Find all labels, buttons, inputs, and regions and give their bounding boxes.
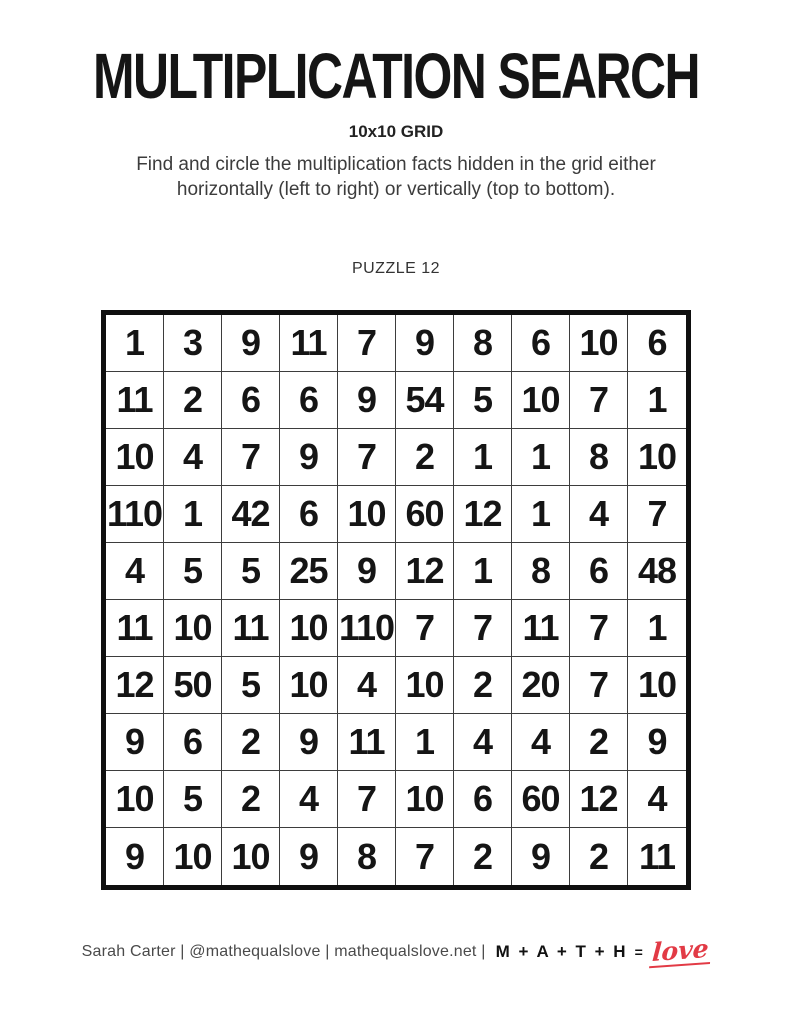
grid-cell-r6-c3: 11	[222, 600, 280, 657]
grid-cell-r2-c9: 7	[570, 372, 628, 429]
grid-cell-r7-c2: 50	[164, 657, 222, 714]
logo-love-script: love	[649, 936, 711, 968]
grid-cell-r7-c9: 7	[570, 657, 628, 714]
grid-cell-r6-c4: 10	[280, 600, 338, 657]
grid-cell-r9-c8: 60	[512, 771, 570, 828]
puzzle-number-label: PUZZLE 12	[351, 260, 441, 277]
grid-cell-r8-c9: 2	[570, 714, 628, 771]
grid-cell-r10-c1: 9	[106, 828, 164, 885]
grid-cell-r8-c10: 9	[628, 714, 686, 771]
grid-cell-r1-c10: 6	[628, 315, 686, 372]
grid-cell-r1-c1: 1	[106, 315, 164, 372]
grid-cell-r10-c5: 8	[338, 828, 396, 885]
grid-cell-r1-c2: 3	[164, 315, 222, 372]
grid-cell-r4-c8: 1	[512, 486, 570, 543]
grid-cell-r10-c8: 9	[512, 828, 570, 885]
grid-cell-r7-c5: 4	[338, 657, 396, 714]
grid-cell-r1-c8: 6	[512, 315, 570, 372]
grid-cell-r3-c1: 10	[106, 429, 164, 486]
grid-cell-r6-c9: 7	[570, 600, 628, 657]
grid-cell-r5-c7: 1	[454, 543, 512, 600]
grid-cell-r3-c5: 7	[338, 429, 396, 486]
grid-cell-r10-c2: 10	[164, 828, 222, 885]
grid-cell-r8-c8: 4	[512, 714, 570, 771]
grid-cell-r2-c6: 54	[396, 372, 454, 429]
grid-cell-r4-c1: 110	[106, 486, 164, 543]
grid-cell-r10-c9: 2	[570, 828, 628, 885]
instructions	[0, 152, 792, 202]
grid-cell-r9-c9: 12	[570, 771, 628, 828]
grid-cell-r1-c4: 11	[280, 315, 338, 372]
grid-cell-r5-c3: 5	[222, 543, 280, 600]
instructions-line-2: horizontally (left to right) or vertically (top to bottom).	[176, 179, 616, 200]
grid-cell-r9-c2: 5	[164, 771, 222, 828]
grid-cell-r3-c10: 10	[628, 429, 686, 486]
grid-cell-r6-c8: 11	[512, 600, 570, 657]
grid-cell-r1-c3: 9	[222, 315, 280, 372]
grid-cell-r9-c6: 10	[396, 771, 454, 828]
grid-cell-r3-c6: 2	[396, 429, 454, 486]
footer	[0, 933, 792, 968]
grid-container	[101, 310, 691, 890]
grid-cell-r7-c1: 12	[106, 657, 164, 714]
grid-cell-r9-c10: 4	[628, 771, 686, 828]
grid-cell-r9-c7: 6	[454, 771, 512, 828]
grid-cell-r9-c5: 7	[338, 771, 396, 828]
grid-cell-r5-c10: 48	[628, 543, 686, 600]
grid-cell-r6-c6: 7	[396, 600, 454, 657]
grid-cell-r8-c4: 9	[280, 714, 338, 771]
grid-cell-r7-c4: 10	[280, 657, 338, 714]
grid-cell-r7-c10: 10	[628, 657, 686, 714]
grid-cell-r8-c6: 1	[396, 714, 454, 771]
grid-cell-r3-c8: 1	[512, 429, 570, 486]
grid-cell-r9-c4: 4	[280, 771, 338, 828]
logo-math-letters: M + A + T + H	[495, 942, 628, 961]
grid-cell-r5-c9: 6	[570, 543, 628, 600]
grid-cell-r6-c10: 1	[628, 600, 686, 657]
grid-cell-r6-c1: 11	[106, 600, 164, 657]
grid-cell-r8-c7: 4	[454, 714, 512, 771]
grid-cell-r2-c3: 6	[222, 372, 280, 429]
grid-cell-r8-c1: 9	[106, 714, 164, 771]
grid-cell-r1-c6: 9	[396, 315, 454, 372]
grid-cell-r4-c6: 60	[396, 486, 454, 543]
grid-cell-r4-c3: 42	[222, 486, 280, 543]
grid-cell-r1-c7: 8	[454, 315, 512, 372]
grid-cell-r2-c1: 11	[106, 372, 164, 429]
grid-cell-r7-c3: 5	[222, 657, 280, 714]
grid-cell-r5-c2: 5	[164, 543, 222, 600]
grid-cell-r8-c3: 2	[222, 714, 280, 771]
math-equals-love-logo	[495, 933, 711, 968]
grid-cell-r4-c7: 12	[454, 486, 512, 543]
instructions-line-1: Find and circle the multiplication facts hidden in the grid either	[136, 154, 656, 175]
grid-cell-r3-c4: 9	[280, 429, 338, 486]
grid-cell-r3-c2: 4	[164, 429, 222, 486]
grid-cell-r1-c9: 10	[570, 315, 628, 372]
logo-equals-sign: =	[634, 944, 643, 960]
grid-cell-r5-c1: 4	[106, 543, 164, 600]
grid-cell-r2-c2: 2	[164, 372, 222, 429]
grid-cell-r5-c8: 8	[512, 543, 570, 600]
grid-cell-r5-c5: 9	[338, 543, 396, 600]
page-title: MULTIPLICATION SEARCH	[93, 40, 699, 112]
grid-cell-r1-c5: 7	[338, 315, 396, 372]
grid-cell-r7-c7: 2	[454, 657, 512, 714]
header	[0, 0, 792, 278]
grid-cell-r5-c4: 25	[280, 543, 338, 600]
grid-cell-r2-c5: 9	[338, 372, 396, 429]
grid-cell-r2-c4: 6	[280, 372, 338, 429]
grid-cell-r4-c2: 1	[164, 486, 222, 543]
grid-cell-r10-c3: 10	[222, 828, 280, 885]
grid-cell-r4-c9: 4	[570, 486, 628, 543]
grid-cell-r4-c5: 10	[338, 486, 396, 543]
grid-cell-r2-c7: 5	[454, 372, 512, 429]
grid-cell-r8-c5: 11	[338, 714, 396, 771]
grid-cell-r9-c3: 2	[222, 771, 280, 828]
grid-cell-r10-c10: 11	[638, 835, 676, 877]
grid-cell-r5-c6: 12	[396, 543, 454, 600]
grid-cell-r2-c8: 10	[512, 372, 570, 429]
grid-cell-r6-c2: 10	[164, 600, 222, 657]
grid-cell-r7-c8: 20	[512, 657, 570, 714]
grid-cell-r4-c10: 7	[628, 486, 686, 543]
grid-cell-r10-c6: 7	[396, 828, 454, 885]
author-byline: Sarah Carter | @mathequalslove | mathequalslove.net |	[81, 943, 486, 960]
grid-cell-r3-c9: 8	[570, 429, 628, 486]
grid-cell-r3-c3: 7	[222, 429, 280, 486]
grid-cell-r10-c7: 2	[454, 828, 512, 885]
grid-cell-r3-c7: 1	[454, 429, 512, 486]
grid-cell-r9-c1: 10	[106, 771, 164, 828]
grid-cell-r8-c2: 6	[164, 714, 222, 771]
grid-cell-r6-c5: 110	[338, 600, 396, 657]
grid-cell-r10-c4: 9	[280, 828, 338, 885]
grid-cell-r6-c7: 7	[454, 600, 512, 657]
grid-size-subtitle: 10x10 GRID	[348, 122, 444, 141]
grid-cell-r7-c6: 10	[396, 657, 454, 714]
grid-cell-r4-c4: 6	[280, 486, 338, 543]
grid-cell-r2-c10: 1	[628, 372, 686, 429]
puzzle-grid	[101, 310, 691, 890]
